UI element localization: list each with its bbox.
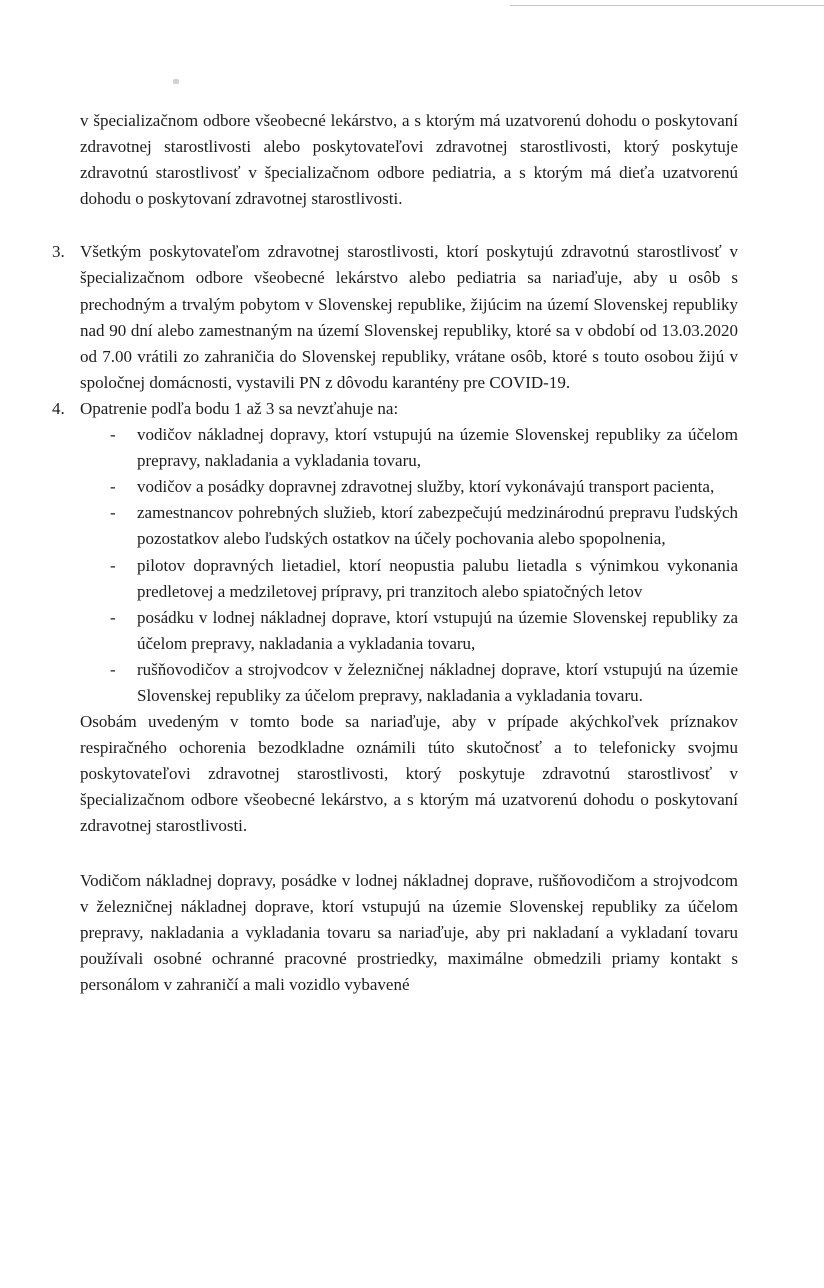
list-item — [80, 553, 738, 605]
item-4 — [52, 396, 738, 840]
list-item — [80, 500, 738, 552]
top-edge-line — [510, 5, 824, 6]
dash-marker: - — [110, 659, 116, 679]
list-item-text: posádku v lodnej nákladnej doprave, ktorí vstupujú na územie Slovenskej republiky za účelom prepravy, nakladania a vykladania tovaru, — [137, 607, 738, 653]
paragraph-osobam: Osobám uvedeným v tomto bode sa nariaďuje, aby v prípade akýchkoľvek príznakov respiračného ochorenia bezodkladne oznámili túto skutočnosť a to telefonicky svojmu poskytovateľovi zdravotnej starostlivosti, ktorý poskytuje zdravotnú starostlivosť v špecializačnom odbore všeobecné lekárstvo, a s ktorým má uzatvorenú dohodu o poskytovaní zdravotnej starostlivosti. — [80, 712, 738, 836]
item-3-number: 3. — [52, 242, 65, 262]
list-item — [80, 474, 738, 500]
list-item-text: rušňovodičov a strojvodcov v železničnej nákladnej doprave, ktorí vstupujú na územie Slovenskej republiky za účelom prepravy, nakladania a vykladania tovaru. — [137, 659, 738, 705]
scan-speck — [173, 79, 179, 84]
list-item — [80, 422, 738, 474]
exemption-list — [80, 422, 738, 709]
paragraph-vodicom: Vodičom nákladnej dopravy, posádke v lodnej nákladnej doprave, rušňovodičom a strojvodcom v železničnej nákladnej doprave, ktorí vstupujú na územie Slovenskej republiky za účelom prepravy, nakladania a vykladania tovaru sa nariaďuje, aby pri nakladaní a vykladaní tovaru používali osobné ochranné pracovné prostriedky, maximálne obmedzili priamy kontakt s personálom v zahraničí a mali vozidlo vybavené — [80, 870, 738, 994]
list-item-text: vodičov a posádky dopravnej zdravotnej služby, ktorí vykonávajú transport pacienta, — [137, 477, 715, 497]
item-3-text: Všetkým poskytovateľom zdravotnej starostlivosti, ktorí poskytujú zdravotnú starostlivosť v špecializačnom odbore všeobecné lekárstvo alebo pediatria sa nariaďuje, aby u osôb s prechodným a trvalým pobytom v Slovenskej republike, žijúcim na území Slovenskej republiky nad 90 dní alebo zamestnaným na území Slovenskej republiky, ktoré sa v období od 13.03.2020 od 7.00 vrátili zo zahraničia do Slovenskej republiky, vrátane osôb, ktoré s touto osobou žijú v spoločnej domácnosti, vystavili PN z dôvodu karantény pre COVID-19. — [80, 242, 738, 392]
list-item — [80, 657, 738, 709]
dash-marker: - — [110, 425, 116, 445]
dash-marker: - — [110, 503, 116, 523]
list-item — [80, 605, 738, 657]
item-3 — [52, 239, 738, 396]
paragraph-intro: v špecializačnom odbore všeobecné lekárstvo, a s ktorým má uzatvorenú dohodu o poskytovaní zdravotnej starostlivosti alebo poskytovateľovi zdravotnej starostlivosti, ktorý poskytuje zdravotnú starostlivosť v špecializačnom odbore pediatria, a s ktorým má dieťa uzatvorenú dohodu o poskytovaní zdravotnej starostlivosti. — [80, 111, 738, 209]
list-item-text: zamestnancov pohrebných služieb, ktorí zabezpečujú medzinárodnú prepravu ľudských pozostatkov alebo ľudských ostatkov na účely pochovania alebo spopolnenia, — [137, 503, 738, 549]
dash-marker: - — [110, 607, 116, 627]
dash-marker: - — [110, 477, 116, 497]
item-4-number: 4. — [52, 398, 65, 418]
list-item-text: pilotov dopravných lietadiel, ktorí neopustia palubu lietadla s výnimkou vykonania predletovej a medziletovej prípravy, pri tranzitoch alebo spiatočných letov — [137, 555, 738, 601]
item-4-intro: Opatrenie podľa bodu 1 až 3 sa nevzťahuje na: — [80, 398, 399, 418]
list-item-text: vodičov nákladnej dopravy, ktorí vstupujú na územie Slovenskej republiky za účelom prepravy, nakladania a vykladania tovaru, — [137, 425, 738, 471]
dash-marker: - — [110, 555, 116, 575]
document-page — [52, 108, 738, 998]
